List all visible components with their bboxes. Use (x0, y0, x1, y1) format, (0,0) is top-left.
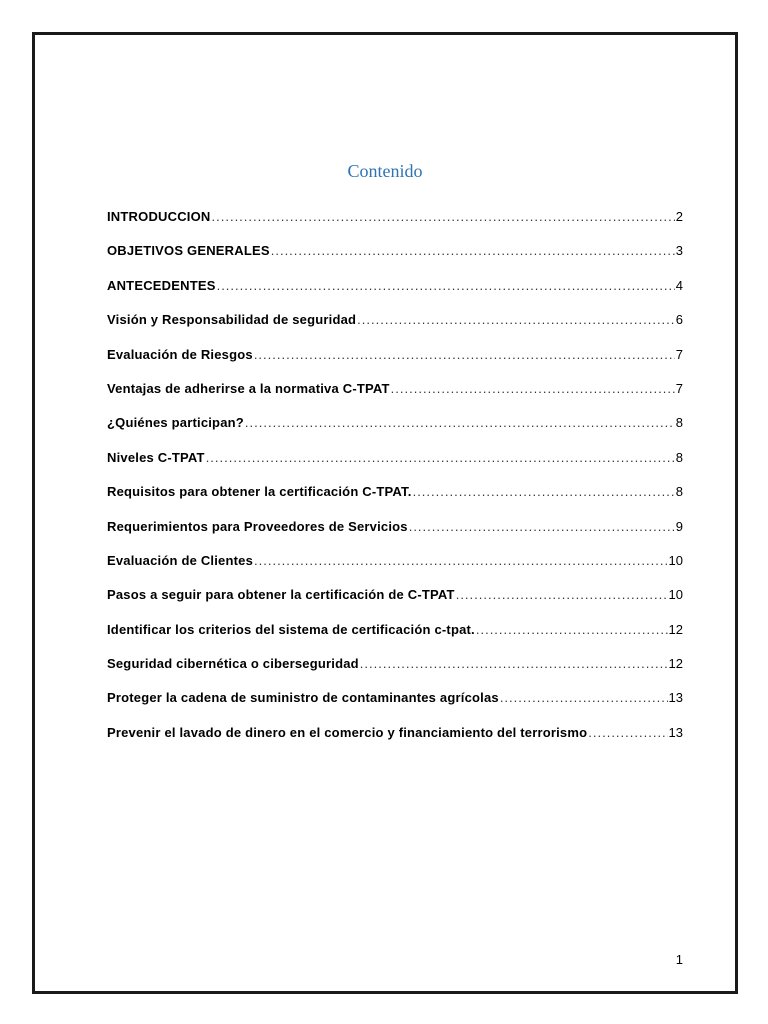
table-of-contents (107, 209, 683, 759)
toc-entry[interactable] (107, 725, 683, 759)
toc-entry-label: Requisitos para obtener la certificación C-TPAT. (107, 484, 412, 500)
toc-dot-leader (500, 690, 668, 705)
toc-entry[interactable] (107, 209, 683, 243)
toc-entry[interactable] (107, 484, 683, 518)
toc-entry-label: INTRODUCCION (107, 209, 211, 224)
toc-entry[interactable] (107, 450, 683, 484)
toc-entry[interactable] (107, 519, 683, 553)
toc-entry-label: Requerimientos para Proveedores de Servicios (107, 518, 408, 534)
toc-entry[interactable] (107, 243, 683, 277)
toc-dot-leader (588, 725, 667, 740)
toc-entry[interactable] (107, 656, 683, 690)
toc-entry-page: 13 (668, 724, 683, 740)
toc-entry-page: 6 (675, 312, 683, 328)
toc-dot-leader (476, 622, 668, 637)
toc-entry-label: Evaluación de Riesgos (107, 346, 253, 362)
toc-entry[interactable] (107, 587, 683, 621)
toc-dot-leader (254, 553, 668, 568)
toc-entry-page: 7 (675, 346, 683, 362)
toc-entry-label: Identificar los criterios del sistema de certificación c-tpat. (107, 621, 475, 637)
toc-entry-page: 2 (675, 209, 683, 224)
toc-entry-page: 13 (668, 690, 683, 706)
toc-entry-page: 10 (668, 552, 683, 568)
toc-entry-label: OBJETIVOS GENERALES (107, 243, 270, 259)
toc-dot-leader (357, 312, 675, 327)
toc-entry[interactable] (107, 690, 683, 724)
toc-entry-label: Niveles C-TPAT (107, 449, 205, 465)
toc-entry-page: 10 (668, 587, 683, 603)
toc-entry-page: 8 (675, 449, 683, 465)
toc-entry-label: Visión y Responsabilidad de seguridad (107, 312, 357, 328)
toc-entry-page: 4 (675, 277, 683, 293)
toc-dot-leader (360, 656, 668, 671)
toc-entry-label: ANTECEDENTES (107, 277, 216, 293)
toc-dot-leader (413, 484, 675, 499)
page-number: 1 (675, 952, 683, 967)
toc-dot-leader (217, 278, 675, 293)
toc-entry[interactable] (107, 622, 683, 656)
toc-entry-page: 12 (668, 656, 683, 672)
toc-entry-label: Evaluación de Clientes (107, 552, 254, 568)
toc-dot-leader (206, 450, 675, 465)
toc-entry-page: 3 (675, 243, 683, 259)
toc-entry-page: 7 (675, 380, 683, 396)
toc-dot-leader (245, 415, 675, 430)
toc-entry-label: Proteger la cadena de suministro de contaminantes agrícolas (107, 690, 499, 706)
toc-entry[interactable] (107, 381, 683, 415)
toc-entry[interactable] (107, 415, 683, 449)
toc-title: Contenido (347, 161, 423, 181)
toc-dot-leader (271, 243, 675, 258)
toc-entry-page: 8 (675, 484, 683, 500)
toc-entry-label: Pasos a seguir para obtener la certificación de C-TPAT (107, 587, 455, 603)
toc-dot-leader (212, 209, 675, 224)
toc-entry-label: Ventajas de adherirse a la normativa C-TPAT (107, 380, 390, 396)
toc-entry-page: 12 (668, 621, 683, 637)
toc-entry[interactable] (107, 347, 683, 381)
toc-dot-leader (409, 519, 675, 534)
toc-entry[interactable] (107, 278, 683, 312)
toc-entry-label: Prevenir el lavado de dinero en el comercio y financiamiento del terrorismo (107, 724, 588, 740)
toc-entry-page: 9 (675, 518, 683, 534)
document-page (32, 32, 738, 994)
toc-dot-leader (456, 587, 668, 602)
toc-entry[interactable] (107, 553, 683, 587)
toc-dot-leader (391, 381, 675, 396)
toc-dot-leader (254, 347, 675, 362)
toc-entry-page: 8 (675, 415, 683, 431)
toc-entry[interactable] (107, 312, 683, 346)
toc-entry-label: ¿Quiénes participan? (107, 415, 244, 431)
toc-entry-label: Seguridad cibernética o ciberseguridad (107, 656, 359, 672)
